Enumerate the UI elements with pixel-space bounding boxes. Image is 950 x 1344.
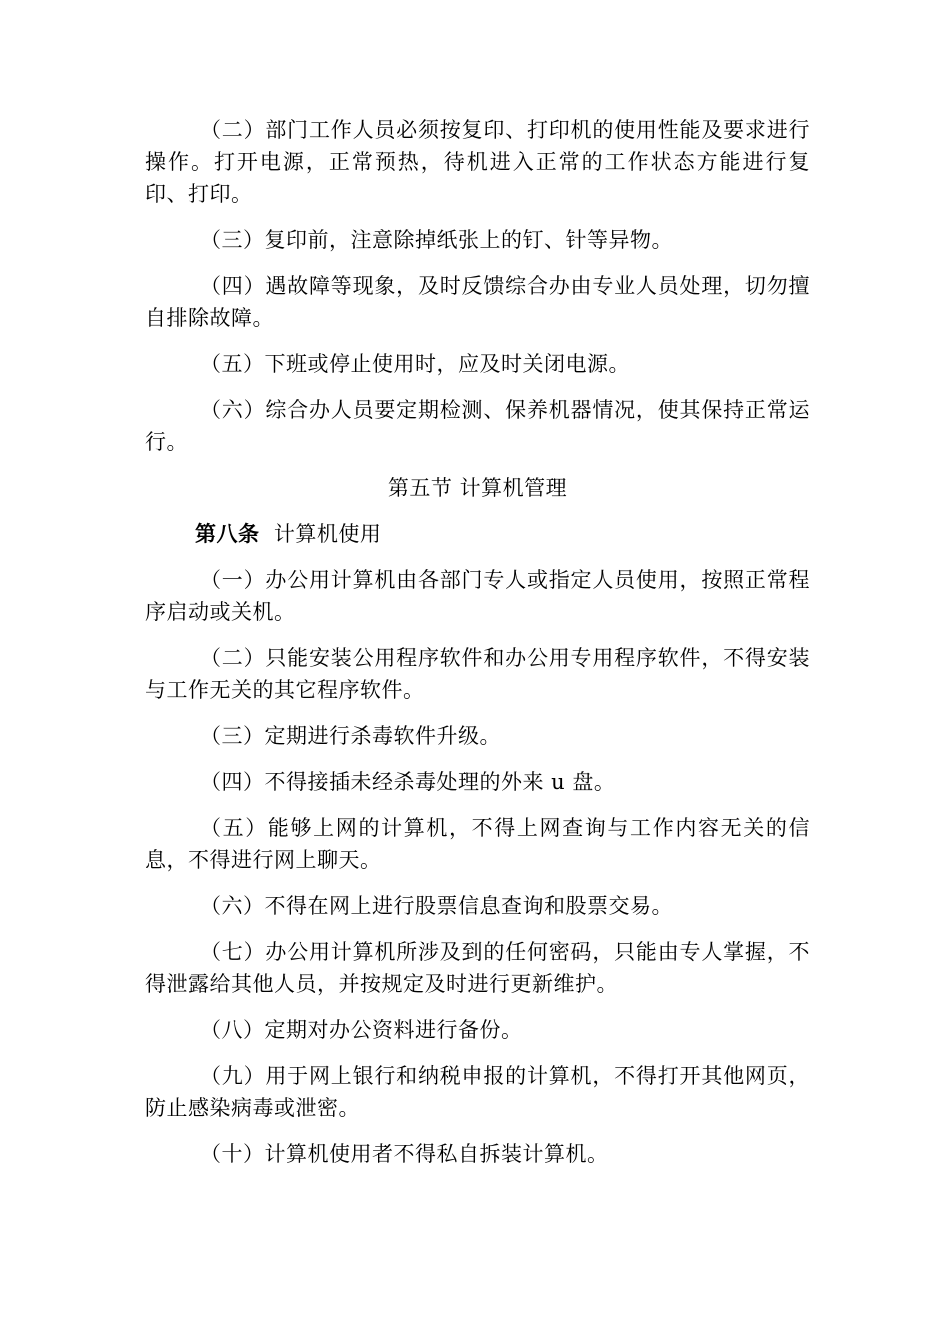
document-page [145,114,810,1184]
paragraph-copier-operation: （二）部门工作人员必须按复印、打印机的使用性能及要求进行操作。打开电源，正常预热，待机进入正常的工作状态方能进行复印、打印。 [145,118,810,206]
paragraph-computer-item-7: （七）办公用计算机所涉及到的任何密码，只能由专人掌握，不得泄露给其他人员，并按规定及时进行更新维护。 [145,940,810,996]
article-heading [145,518,810,550]
paragraph-computer-item-4: （四）不得接插未经杀毒处理的外来 u 盘。 [200,770,616,794]
article-number: 第八条 [195,522,260,546]
paragraph-computer-item-8: （八）定期对办公资料进行备份。 [200,1018,523,1042]
paragraph-computer-item-3: （三）定期进行杀毒软件升级。 [200,724,501,748]
paragraph-computer-item-10: （十）计算机使用者不得私自拆装计算机。 [200,1142,609,1166]
paragraph-computer-item-5: （五）能够上网的计算机，不得上网查询与工作内容无关的信息，不得进行网上聊天。 [145,816,810,872]
paragraph-power-off: （五）下班或停止使用时，应及时关闭电源。 [200,352,630,376]
paragraph-maintenance: （六）综合办人员要定期检测、保养机器情况，使其保持正常运行。 [145,398,810,454]
paragraph-computer-item-1: （一）办公用计算机由各部门专人或指定人员使用，按照正常程序启动或关机。 [145,568,810,624]
paragraph-computer-item-9: （九）用于网上银行和纳税申报的计算机，不得打开其他网页，防止感染病毒或泄密。 [145,1064,810,1120]
paragraph-computer-item-6: （六）不得在网上进行股票信息查询和股票交易。 [200,894,673,918]
article-title: 计算机使用 [273,522,382,546]
section-title: 第五节 计算机管理 [387,476,568,500]
paragraph-remove-staples: （三）复印前，注意除掉纸张上的钉、针等异物。 [200,228,673,252]
paragraph-computer-item-2: （二）只能安装公用程序软件和办公用专用程序软件，不得安装与工作无关的其它程序软件。 [145,646,810,702]
paragraph-fault-report: （四）遇故障等现象，及时反馈综合办由专业人员处理，切勿擅自排除故障。 [145,274,810,330]
